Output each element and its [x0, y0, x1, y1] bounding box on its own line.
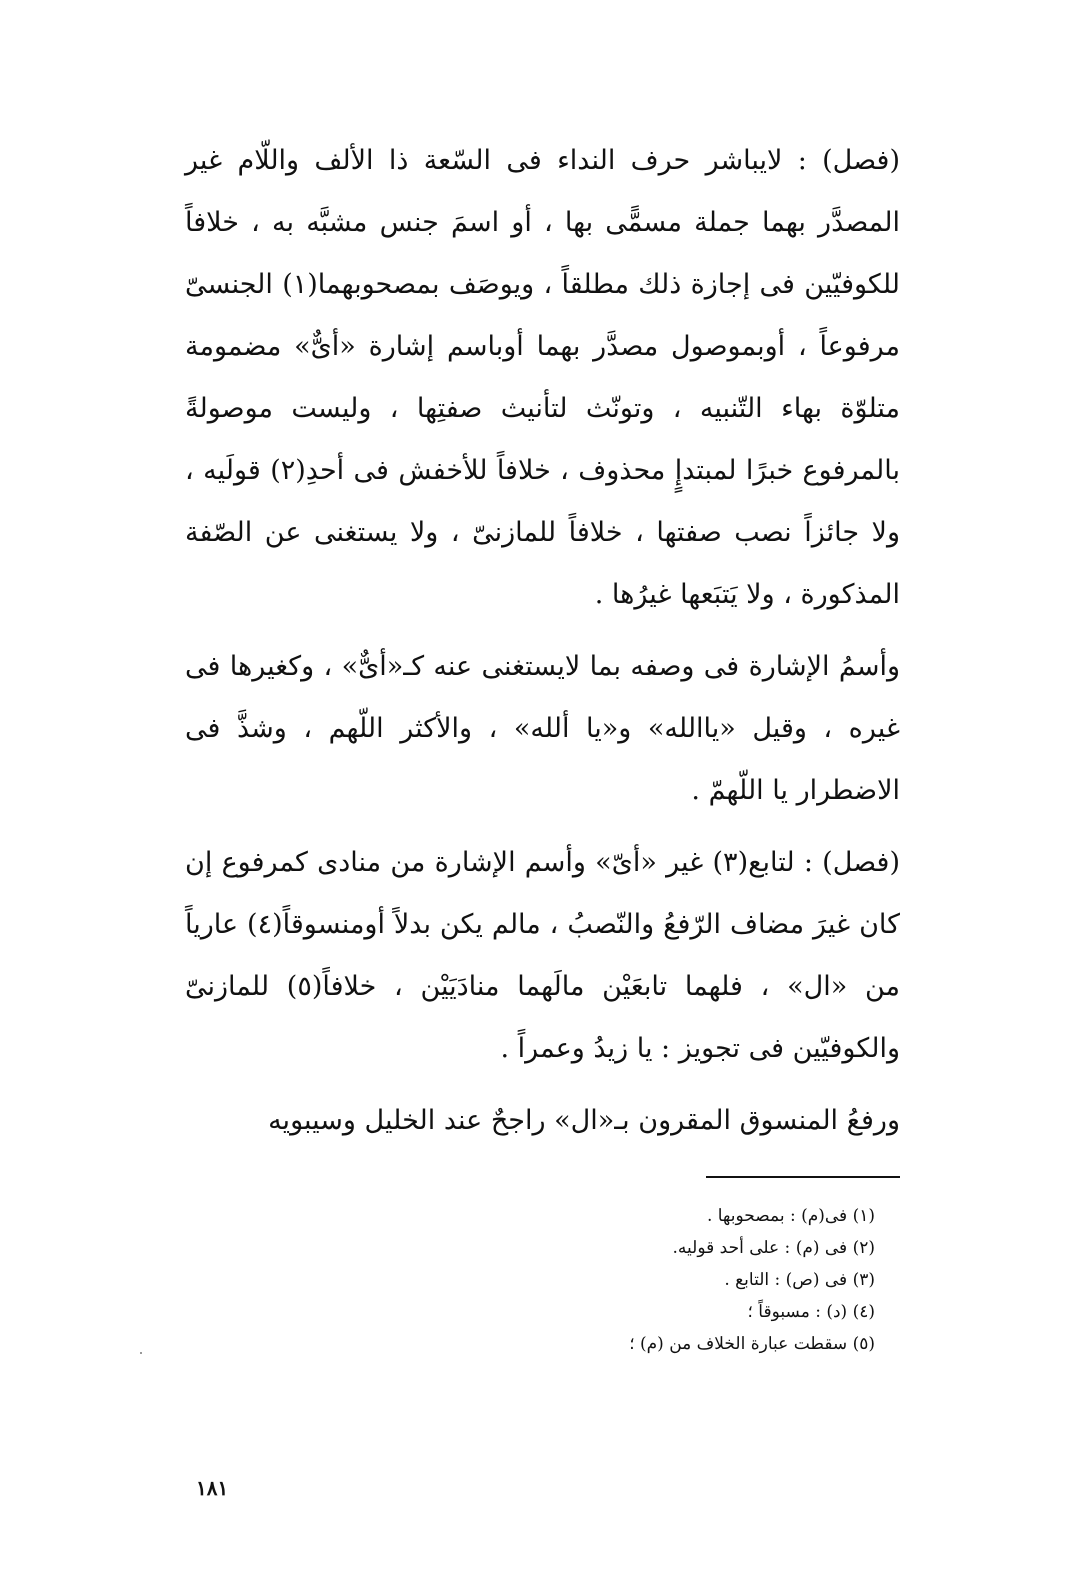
page-number: ١٨١ — [196, 1476, 229, 1500]
margin-speck — [140, 1352, 142, 1354]
footnote-divider — [706, 1176, 900, 1178]
paragraph-follower: (فصل) : لتابع(٣) غير «أىّ» وأسم الإشارة من منادى كمرفوع إن كان غيرَ مضاف الرّفعُ والنّصبُ ، مالم يكن بدلاً أومنسوقاً(٤) عارياً من «ال» ، فلهما تابعَيْن مالَهما منادَيَيْن ، خلافاً(٥) للمازنىّ والكوفيّين فى تجويز : يا زيدُ وعمراً . — [185, 847, 900, 1064]
main-text — [185, 130, 900, 1152]
footnote-1: (١) فى(م) : بمصحوبها . — [706, 1206, 875, 1226]
footnote-2: (٢) فى (م) : على أحد قوليه. — [672, 1238, 875, 1258]
paragraph-demonstrative: وأسمُ الإشارة فى وصفه بما لايستغنى عنه كـ«أىٌّ» ، وكغيرها فى غيره ، وقيل «ياالله» و«يا ألله» ، والأكثر اللّهم ، وشذَّ فى الاضطرار يا اللّهمّ . — [185, 651, 900, 806]
paragraph-vocative-article: (فصل) : لايباشر حرف النداء فى السّعة ذا الألف واللّام غير المصدَّر بهما جملة مسمًّى بها ، أو اسمَ جنس مشبَّه به ، خلافاً للكوفيّين فى إجازة ذلك مطلقاً ، ويوصَف بمصحوبهما(١) الجنسىّ مرفوعاً ، أوبموصول مصدَّر بهما أوباسم إشارة «أىٌّ» مضمومة متلوّة بهاء التّنبيه ، وتونّث لتأنيث صفتِها ، وليست موصولةً بالمرفوع خبرًا لمبتدإٍ محذوف ، خلافاً للأخفش فى أحدِ(٢) قولَيه ، ولا جائزاً نصب صفتها ، خلافاً للمازنىّ ، ولا يستغنى عن الصّفة المذكورة ، ولا يَتبَعها غيرُها . — [185, 145, 900, 610]
paragraph-conjoined: ورفعُ المنسوق المقرون بـ«ال» راجحٌ عند الخليل وسيبويه — [268, 1105, 900, 1136]
footnotes-list — [400, 1200, 875, 1360]
footnote-5: (٥) سقطت عبارة الخلاف من (م) ؛ — [629, 1334, 875, 1354]
footnote-3: (٣) فى (ص) : التابع . — [724, 1270, 875, 1290]
footnote-4: (٤) (د) : مسبوقاً ؛ — [747, 1302, 875, 1322]
